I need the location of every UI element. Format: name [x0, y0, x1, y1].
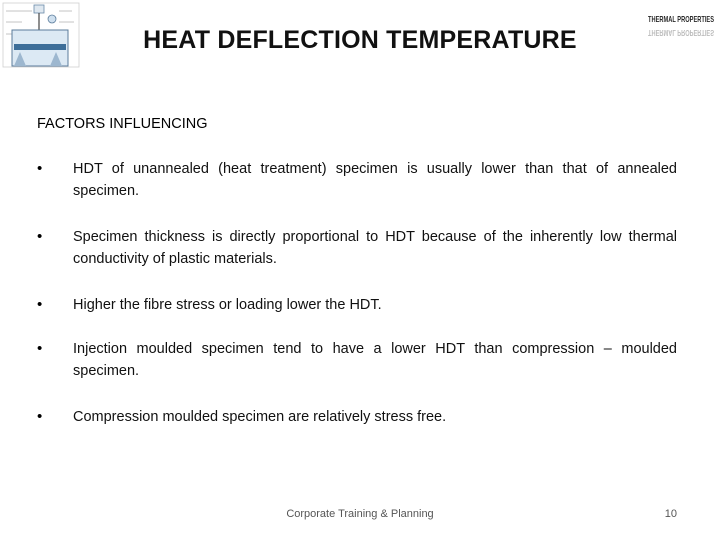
bullet-dot: • — [37, 228, 43, 245]
page-number: 10 — [664, 508, 677, 520]
bullet-item — [37, 226, 677, 270]
bullet-dot: • — [37, 160, 43, 177]
slide-title: HEAT DEFLECTION TEMPERATURE — [143, 26, 577, 54]
bullet-dot: • — [37, 408, 43, 425]
bullet-text: Injection moulded specimen tend to have a lower HDT than compression – moulded specimen. — [73, 341, 677, 379]
bullet-text: Higher the fibre stress or loading lower the HDT. — [73, 297, 382, 313]
bullet-text: Compression moulded specimen are relatively stress free. — [73, 409, 447, 425]
section-heading: FACTORS INFLUENCING — [37, 116, 208, 132]
bullet-text: Specimen thickness is directly proportional to HDT because of the inherently low thermal conductivity of plastic materials. — [73, 229, 677, 267]
bullet-list — [37, 158, 677, 452]
bullet-item — [37, 338, 677, 382]
bullet-dot: • — [37, 340, 43, 357]
bullet-item — [37, 158, 677, 202]
bullet-text: HDT of unannealed (heat treatment) specimen is usually lower than that of annealed specimen. — [73, 161, 677, 199]
bullet-dot: • — [37, 296, 43, 313]
footer-text: Corporate Training & Planning — [286, 508, 434, 520]
bullet-item — [37, 406, 677, 428]
bullet-item — [37, 294, 677, 316]
svg-text:THERMAL PROPERTIES: THERMAL PROPERTIES — [648, 14, 715, 24]
svg-text:THERMAL PROPERTIES: THERMAL PROPERTIES — [648, 28, 715, 38]
